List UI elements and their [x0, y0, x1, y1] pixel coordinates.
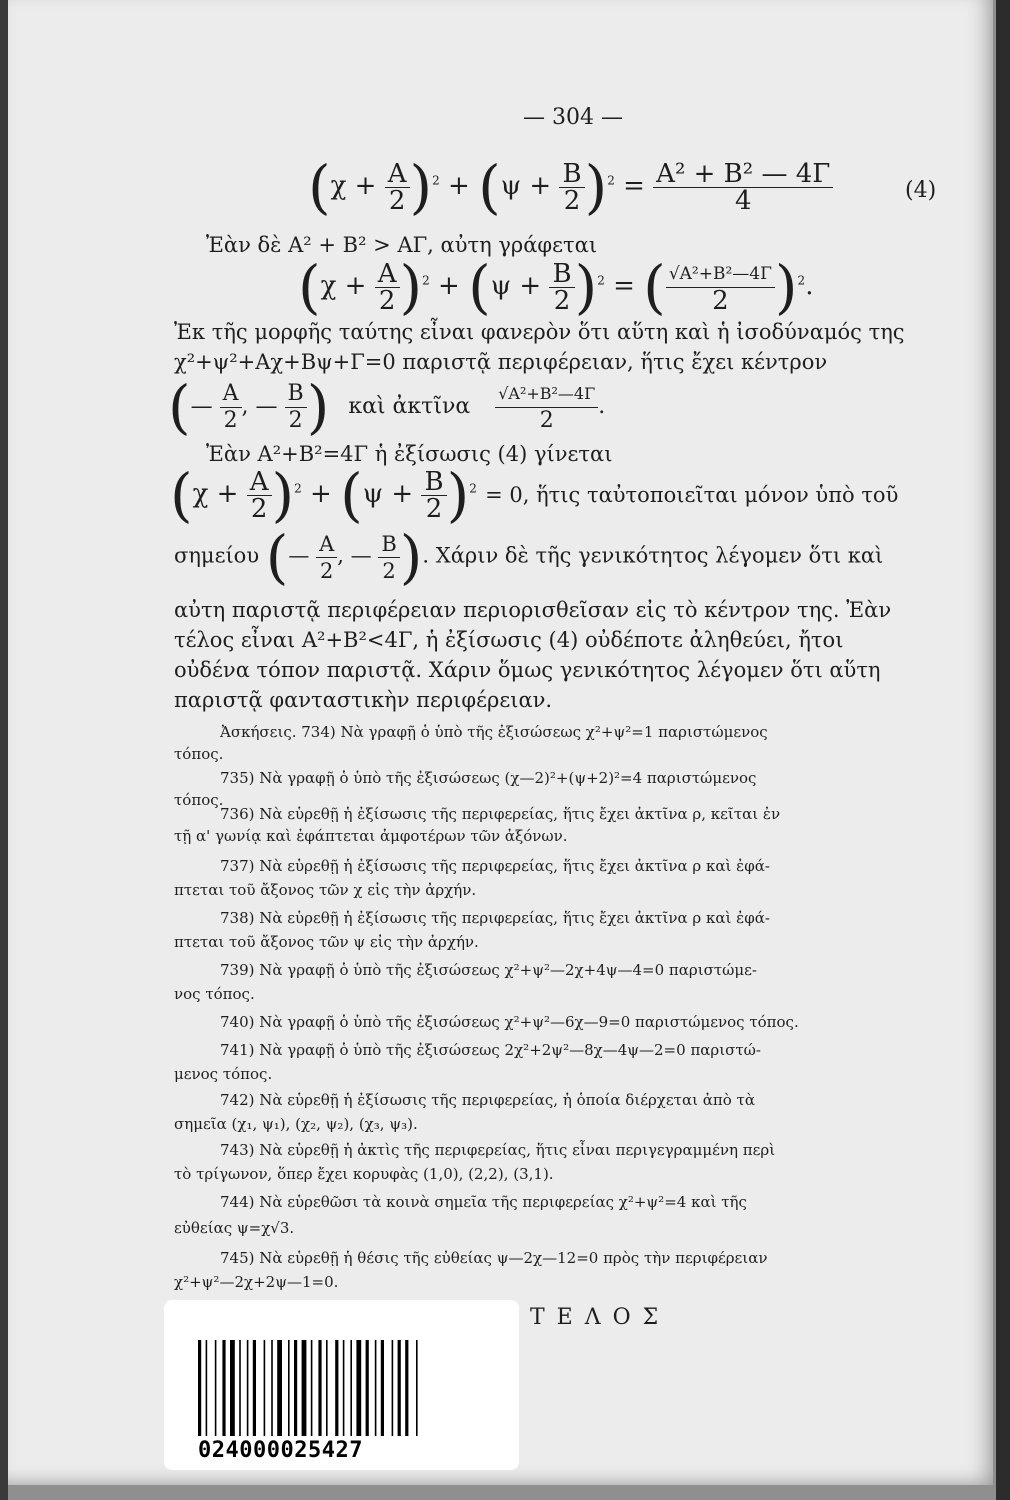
exercise-line: 742) Νὰ εὑρεθῇ ἡ ἐξίσωσις τῆς περιφερείας, ἡ ὁποία διέρχεται ἀπὸ τὰ [220, 1091, 755, 1109]
barcode-bar [326, 1340, 328, 1436]
barcode-bar [343, 1340, 345, 1436]
equation-point-circle: (χ + $\frac{A}{2}$ )$^2$ + (ψ + $\frac{B}{2}$ )$^2$ = 0, ἥτις ταὐτοποιεῖται μόνον ὑπὸ τοῦ [170, 461, 899, 529]
barcode-bar [294, 1340, 297, 1436]
exercise-line: τὸ τρίγωνον, ὅπερ ἔχει κορυφὰς (1,0), (2,2), (3,1). [174, 1165, 554, 1183]
barcode-bar [311, 1340, 313, 1436]
exercise-line: 740) Νὰ γραφῇ ὁ ὑπὸ τῆς ἐξισώσεως χ²+ψ²—6χ—9=0 παριστώμενος τόπος. [220, 1013, 799, 1031]
barcode-number: 024000025427 [198, 1438, 363, 1463]
barcode-bar [239, 1340, 241, 1436]
text-line: Ἐὰν A²+B²=4Γ ἡ ἐξίσωσις (4) γίνεται [206, 442, 613, 466]
barcode-bar [247, 1340, 249, 1436]
exercise-line: μενος τόπος. [174, 1065, 273, 1083]
exercise-line: εὐθείας ψ=χ√3. [174, 1219, 295, 1237]
barcode-bar [416, 1340, 418, 1436]
exercise-line: Ἀσκήσεις. 734) Νὰ γραφῇ ὁ ὑπὸ τῆς ἐξισώσεως χ²+ψ²=1 παριστώμενος [220, 723, 768, 741]
barcode-bar [264, 1340, 266, 1436]
barcode-bar [405, 1340, 408, 1436]
exercise-line: πτεται τοῦ ἄξονος τῶν χ εἰς τὴν ἀρχήν. [174, 881, 477, 899]
barcode-bar [375, 1340, 377, 1436]
equation-label: (4) [905, 178, 937, 203]
exercise-line: 736) Νὰ εὑρεθῇ ἡ ἐξίσωσις τῆς περιφερείας, ἥτις ἔχει ἀκτῖνα ρ, κεῖται ἐν [220, 805, 781, 823]
scan-edge-right [996, 0, 1010, 1500]
barcode-bar [398, 1340, 401, 1436]
barcode-bar [302, 1340, 307, 1436]
exercise-line: τῇ α' γωνίᾳ καὶ ἐφάπτεται ἀμφοτέρων τῶν ἀξόνων. [174, 827, 568, 845]
barcode-bar [222, 1340, 225, 1436]
barcode-bar [381, 1340, 384, 1436]
barcode-bar [198, 1340, 201, 1436]
exercise-line: 745) Νὰ εὑρεθῇ ἡ θέσις τῆς εὐθείας ψ—2χ—12=0 πρὸς τὴν περιφέρειαν [220, 1249, 768, 1267]
barcode-bar [350, 1340, 352, 1436]
barcode-label [164, 1300, 519, 1470]
text-line: Ἐκ τῆς μορφῆς ταύτης εἶναι φανερὸν ὅτι αὕτη καὶ ἡ ἰσοδύναμός της [174, 320, 905, 344]
barcode-bar [277, 1340, 282, 1436]
barcode-bar [230, 1340, 235, 1436]
text-line: τέλος εἶναι A²+B²<4Γ, ἡ ἐξίσωσις (4) οὐδέποτε ἀληθεύει, ἤτοι [174, 628, 844, 652]
exercise-line: 739) Νὰ γραφῇ ὁ ὑπὸ τῆς ἐξισώσεως χ²+ψ²—2χ+4ψ—4=0 παριστώμε- [220, 961, 757, 979]
text-line: παριστᾷ φανταστικὴν περιφέρειαν. [174, 688, 553, 712]
barcode-bar [366, 1340, 369, 1436]
exercise-line: 744) Νὰ εὑρεθῶσι τὰ κοινὰ σημεῖα τῆς περιφερείας χ²+ψ²=4 καὶ τῆς [220, 1193, 747, 1211]
text-line: αὐτη παριστᾷ περιφέρειαν περιορισθεῖσαν εἰς τὸ κέντρον της. Ἐὰν [174, 598, 892, 622]
text-line: Ἐὰν δὲ A² + B² > AΓ, αὐτη γράφεται [206, 233, 598, 257]
barcode-bar [318, 1340, 321, 1436]
book-page [8, 0, 993, 1485]
exercise-line: 735) Νὰ γραφῇ ὁ ὑπὸ τῆς ἐξισώσεως (χ—2)²+(ψ+2)²=4 παριστώμενος [220, 769, 757, 787]
barcode-bar [271, 1340, 273, 1436]
barcode-bar [356, 1340, 361, 1436]
point-line: σημείου (— $\frac{A}{2}$ , — $\frac{B}{2}$ ). Χάριν δὲ τῆς γενικότητος λέγομεν ὅτι καὶ [174, 523, 884, 591]
exercise-line: τόπος. [174, 745, 224, 763]
end-word: ΤΕΛΟΣ [530, 1305, 671, 1330]
center-and-radius: (— $\frac{A}{2}$ , — $\frac{B}{2}$ ) καὶ ἀκτῖνα $\frac{\text{√A²+B²—4Γ}}{2}$ . [168, 373, 606, 441]
text-line: οὐδένα τόπον παριστᾷ. Χάριν ὅμως γενικότητος λέγομεν ὅτι αὕτη [174, 658, 881, 682]
equation-4: (χ + $\frac{A}{2}$ )$^2$ + (ψ + $\frac{B}{2}$ )$^2$ = $\frac{\text{A² + B² — 4Γ}}{4}$ [308, 158, 833, 216]
barcode-bar [392, 1340, 394, 1436]
scan-edge-left [0, 0, 8, 1500]
exercise-line: νος τόπος. [174, 985, 255, 1003]
exercise-line: 737) Νὰ εὑρεθῇ ἡ ἐξίσωσις τῆς περιφερείας, ἥτις ἔχει ἀκτῖνα ρ καὶ ἐφά- [220, 857, 770, 875]
barcode-bar [206, 1340, 208, 1436]
barcode-bar [215, 1340, 217, 1436]
exercise-line: 743) Νὰ εὑρεθῇ ἡ ἀκτὶς τῆς περιφερείας, ἥτις εἶναι περιγεγραμμένη περὶ [220, 1141, 776, 1159]
barcode-bar [335, 1340, 338, 1436]
exercise-line: πτεται τοῦ ἄξονος τῶν ψ εἰς τὴν ἀρχήν. [174, 933, 479, 951]
exercise-line: τόπος. [174, 791, 224, 809]
page-number: — 304 — [523, 105, 623, 130]
exercise-line: σημεῖα (χ₁, ψ₁), (χ₂, ψ₂), (χ₃, ψ₃). [174, 1115, 418, 1133]
exercise-line: χ²+ψ²—2χ+2ψ—1=0. [174, 1273, 339, 1291]
exercise-line: 741) Νὰ γραφῇ ὁ ὑπὸ τῆς ἐξισώσεως 2χ²+2ψ²—8χ—4ψ—2=0 παριστώ- [220, 1041, 761, 1059]
text-line: χ²+ψ²+Aχ+Bψ+Γ=0 παριστᾷ περιφέρειαν, ἥτις ἔχει κέντρον [174, 350, 828, 374]
barcode-bar [288, 1340, 290, 1436]
barcode-bar [253, 1340, 256, 1436]
equation-radius-form: (χ + $\frac{A}{2}$ )$^2$ + (ψ + $\frac{B}{2}$ )$^2$ = ( $\frac{\text{√A²+B²—4Γ}}{2}$ )$^2$. [298, 253, 814, 321]
equation-4-rhs: $\frac{\text{A² + B² — 4Γ}}{4}$ [653, 161, 833, 214]
barcode-bars [198, 1340, 488, 1436]
exercise-line: 738) Νὰ εὑρεθῇ ἡ ἐξίσωσις τῆς περιφερείας, ἥτις ἔχει ἀκτῖνα ρ καὶ ἐφά- [220, 909, 770, 927]
